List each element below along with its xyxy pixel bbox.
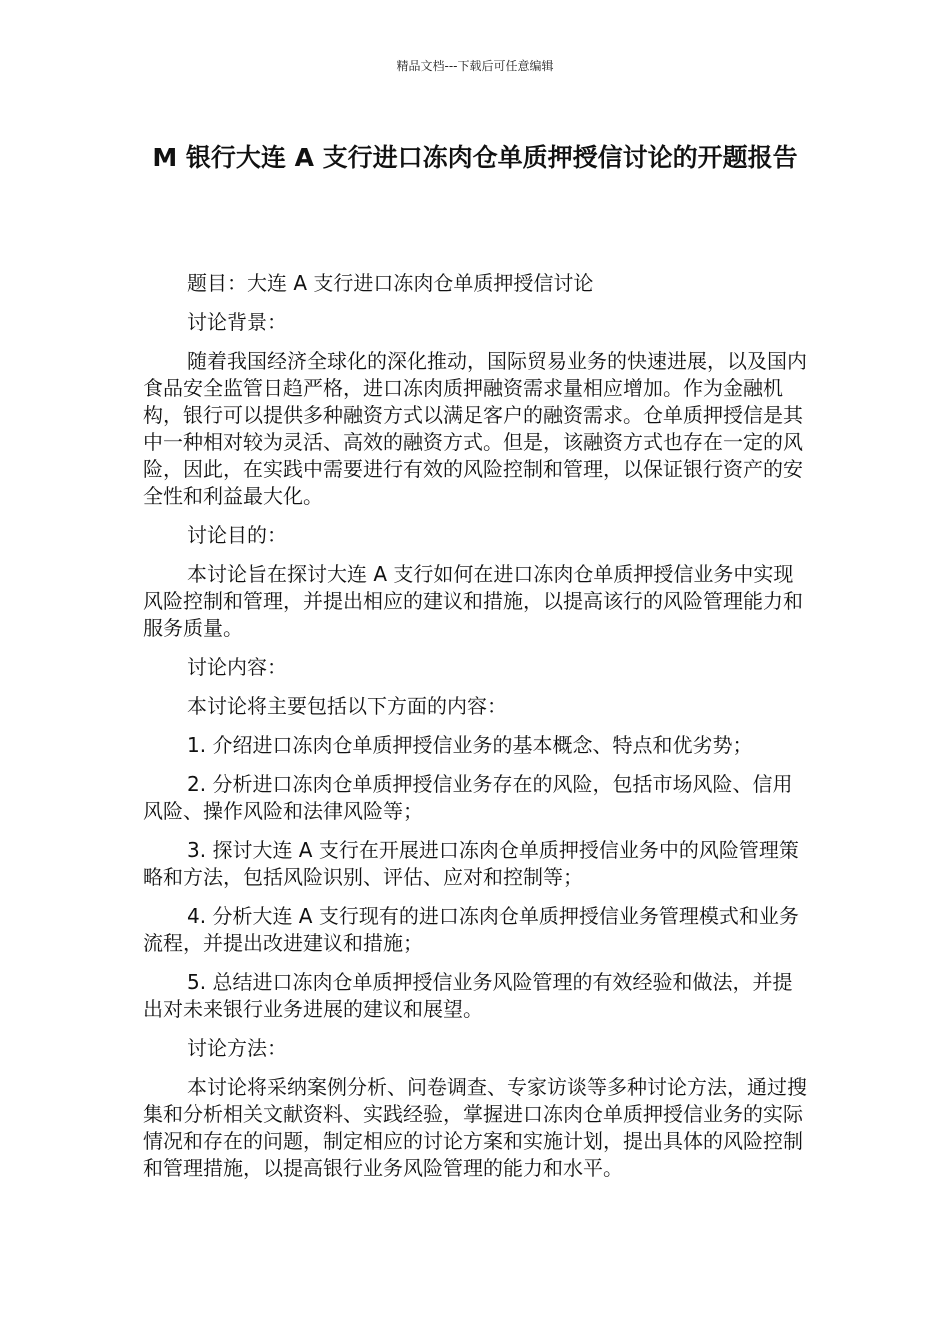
- content-item-4: 4. 分析大连 A 支行现有的进口冻肉仓单质押授信业务管理模式和业务流程，并提出改进建议和措施；: [143, 904, 799, 955]
- background-paragraph: 随着我国经济全球化的深化推动，国际贸易业务的快速进展，以及国内食品安全监管日趋严格，进口冻肉质押融资需求量相应增加。作为金融机构，银行可以提供多种融资方式以满足客户的融资需求。仓单质押授信是其中一种相对较为灵活、高效的融资方式。但是，该融资方式也存在一定的风险，因此，在实践中需要进行有效的风险控制和管理，以保证银行资产的安全性和利益最大化。: [143, 349, 807, 508]
- document-title: M 银行大连 A 支行进口冻肉仓单质押授信讨论的开题报告: [152, 143, 798, 172]
- background-heading: 讨论背景：: [187, 310, 287, 334]
- topic-line: 题目：大连 A 支行进口冻肉仓单质押授信讨论: [187, 271, 594, 295]
- content-item-1: 1. 介绍进口冻肉仓单质押授信业务的基本概念、特点和优劣势；: [187, 733, 753, 757]
- content-intro: 本讨论将主要包括以下方面的内容：: [187, 694, 507, 718]
- content-heading: 讨论内容：: [187, 655, 287, 679]
- content-item-2: 2. 分析进口冻肉仓单质押授信业务存在的风险，包括市场风险、信用风险、操作风险和法律风险等；: [143, 772, 793, 823]
- purpose-heading: 讨论目的：: [187, 523, 287, 547]
- content-item-5: 5. 总结进口冻肉仓单质押授信业务风险管理的有效经验和做法，并提出对未来银行业务进展的建议和展望。: [143, 970, 793, 1021]
- page-header-watermark: 精品文档---下载后可任意编辑: [396, 59, 554, 73]
- method-heading: 讨论方法：: [187, 1036, 287, 1060]
- content-item-3: 3. 探讨大连 A 支行在开展进口冻肉仓单质押授信业务中的风险管理策略和方法，包括风险识别、评估、应对和控制等；: [143, 838, 799, 889]
- method-paragraph: 本讨论将采纳案例分析、问卷调查、专家访谈等多种讨论方法，通过搜集和分析相关文献资料、实践经验，掌握进口冻肉仓单质押授信业务的实际情况和存在的问题，制定相应的讨论方案和实施计划，提出具体的风险控制和管理措施，以提高银行业务风险管理的能力和水平。: [143, 1075, 807, 1180]
- purpose-paragraph: 本讨论旨在探讨大连 A 支行如何在进口冻肉仓单质押授信业务中实现风险控制和管理，并提出相应的建议和措施，以提高该行的风险管理能力和服务质量。: [143, 562, 803, 640]
- document-body: [143, 270, 807, 1194]
